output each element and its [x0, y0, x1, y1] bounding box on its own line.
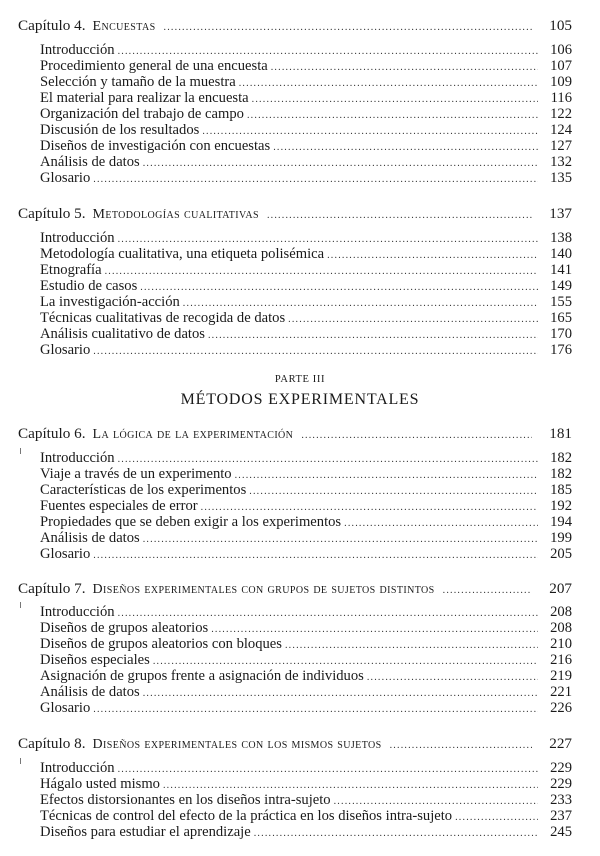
margin-mark — [20, 602, 21, 608]
entry-page: 233 — [550, 792, 572, 808]
toc-entry — [40, 824, 572, 842]
dot-leader — [267, 207, 532, 225]
dot-leader — [93, 702, 538, 718]
chapter-title: La lógica de la experimentación — [92, 427, 294, 442]
chapter-number: Capítulo 6. — [18, 425, 86, 442]
toc-entry — [40, 700, 572, 718]
chapter-number: Capítulo 8. — [18, 735, 86, 752]
entry-page: 182 — [550, 466, 572, 482]
entry-label: Discusión de los resultados — [40, 122, 200, 138]
entry-label: Procedimiento general de una encuesta — [40, 58, 268, 74]
dot-leader — [93, 548, 538, 564]
entry-page: 155 — [550, 294, 572, 310]
entry-page: 185 — [550, 482, 572, 498]
entry-page: 226 — [550, 700, 572, 716]
entry-label: Técnicas de control del efecto de la práctica en los diseños intra-sujeto — [40, 808, 453, 824]
entry-label: El material para realizar la encuesta — [40, 90, 249, 106]
entry-label: Glosario — [40, 170, 91, 186]
chapter-page: 181 — [549, 425, 572, 442]
entry-label: Glosario — [40, 700, 91, 716]
entry-page: 205 — [550, 546, 572, 562]
part-title: MÉTODOS EXPERIMENTALES — [180, 391, 420, 408]
entry-label: Asignación de grupos frente a asignación de individuos — [40, 668, 364, 684]
entry-label: Análisis de datos — [40, 154, 140, 170]
entry-label: Diseños especiales — [40, 652, 150, 668]
entry-label: Fuentes especiales de error — [40, 498, 198, 514]
entry-label: Diseños de grupos aleatorios con bloques — [40, 636, 282, 652]
dot-leader — [93, 344, 538, 360]
margin-mark — [20, 448, 21, 454]
entry-label: Hágalo usted mismo — [40, 776, 160, 792]
entry-label: Características de los experimentos — [40, 482, 247, 498]
entry-page: 216 — [550, 652, 572, 668]
chapter-number: Capítulo 7. — [18, 580, 86, 597]
entry-page: 194 — [550, 514, 572, 530]
part-label: PARTE III — [274, 374, 326, 385]
entry-page: 140 — [550, 246, 572, 262]
chapter-title: Metodologías cualitativas — [92, 207, 259, 222]
entry-page: 229 — [550, 760, 572, 776]
entry-page: 221 — [550, 684, 572, 700]
entry-page: 199 — [550, 530, 572, 546]
entry-page: 182 — [550, 450, 572, 466]
entry-page: 149 — [550, 278, 572, 294]
entry-label: Etnografía — [40, 262, 102, 278]
chapter-title: Diseños experimentales con grupos de sujetos distintos — [92, 582, 435, 597]
entry-label: La investigación-acción — [40, 294, 180, 310]
entry-page: 107 — [550, 58, 572, 74]
entry-page: 116 — [550, 90, 572, 106]
chapter-title: Diseños experimentales con los mismos sujetos — [92, 737, 382, 752]
entry-label: Introducción — [40, 760, 115, 776]
entry-label: Selección y tamaño de la muestra — [40, 74, 236, 90]
entry-label: Introducción — [40, 230, 115, 246]
dot-leader — [301, 427, 532, 445]
entry-page: 135 — [550, 170, 572, 186]
entry-label: Glosario — [40, 546, 91, 562]
entry-page: 165 — [550, 310, 572, 326]
entry-page: 208 — [550, 604, 572, 620]
dot-leader — [443, 582, 532, 600]
chapter-page: 105 — [549, 17, 572, 34]
chapter-number: Capítulo 5. — [18, 205, 86, 222]
entry-page: 132 — [550, 154, 572, 170]
dot-leader — [93, 172, 538, 188]
entry-label: Viaje a través de un experimento — [40, 466, 232, 482]
entry-page: 210 — [550, 636, 572, 652]
toc-entry — [40, 342, 572, 360]
chapter-heading — [18, 735, 572, 755]
entry-label: Propiedades que se deben exigir a los experimentos — [40, 514, 342, 530]
entry-page: 122 — [550, 106, 572, 122]
chapter-heading — [18, 17, 572, 37]
entry-page: 245 — [550, 824, 572, 840]
chapter-page: 227 — [549, 735, 572, 752]
entry-page: 176 — [550, 342, 572, 358]
dot-leader — [254, 826, 538, 842]
entry-label: Análisis cualitativo de datos — [40, 326, 205, 342]
entry-label: Técnicas cualitativas de recogida de datos — [40, 310, 286, 326]
entry-label: Metodología cualitativa, una etiqueta polisémica — [40, 246, 325, 262]
dot-leader — [164, 19, 532, 37]
entry-page: 138 — [550, 230, 572, 246]
entry-page: 237 — [550, 808, 572, 824]
entry-page: 124 — [550, 122, 572, 138]
chapter-heading — [18, 205, 572, 225]
entry-page: 208 — [550, 620, 572, 636]
entry-page: 141 — [550, 262, 572, 278]
entry-label: Estudio de casos — [40, 278, 138, 294]
entry-page: 192 — [550, 498, 572, 514]
entry-label: Análisis de datos — [40, 684, 140, 700]
entry-page: 219 — [550, 668, 572, 684]
entry-label: Glosario — [40, 342, 91, 358]
entry-page: 106 — [550, 42, 572, 58]
chapter-heading — [18, 580, 572, 600]
entry-label: Análisis de datos — [40, 530, 140, 546]
chapter-page: 207 — [549, 580, 572, 597]
chapter-page: 137 — [549, 205, 572, 222]
entry-label: Organización del trabajo de campo — [40, 106, 244, 122]
chapter-heading — [18, 425, 572, 445]
toc-entry — [40, 170, 572, 188]
entry-page: 170 — [550, 326, 572, 342]
chapter-title: Encuestas — [92, 19, 156, 34]
entry-page: 127 — [550, 138, 572, 154]
entry-label: Efectos distorsionantes en los diseños intra-sujeto — [40, 792, 331, 808]
entry-page: 109 — [550, 74, 572, 90]
chapter-number: Capítulo 4. — [18, 17, 86, 34]
entry-label: Diseños de grupos aleatorios — [40, 620, 209, 636]
entry-page: 229 — [550, 776, 572, 792]
entry-label: Introducción — [40, 450, 115, 466]
entry-label: Introducción — [40, 42, 115, 58]
entry-label: Diseños para estudiar el aprendizaje — [40, 824, 251, 840]
margin-mark — [20, 758, 21, 764]
toc-entry — [40, 546, 572, 564]
entry-label: Diseños de investigación con encuestas — [40, 138, 271, 154]
entry-label: Introducción — [40, 604, 115, 620]
dot-leader — [390, 737, 532, 755]
